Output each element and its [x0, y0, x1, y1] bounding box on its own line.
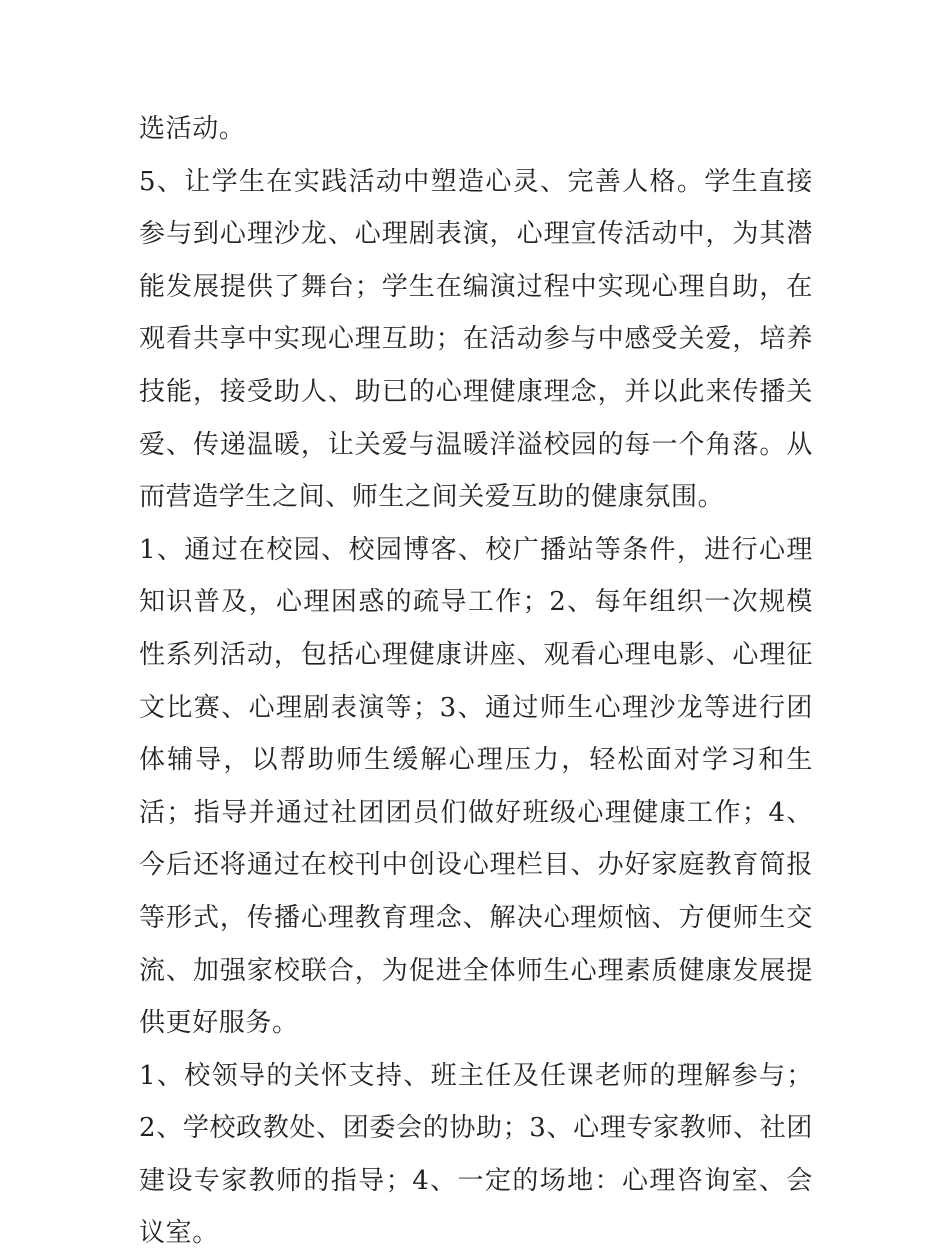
- paragraph-practice-activities: 5、让学生在实践活动中塑造心灵、完善人格。学生直接参与到心理沙龙、心理剧表演，心理宣传活动中，为其潜能发展提供了舞台；学生在编演过程中实现心理自助，在观看共享中实现心理互助；在活动参与中感受关爱，培养技能，接受助人、助已的心理健康理念，并以此来传播关爱、传递温暖，让关爱与温暖洋溢校园的每一个角落。从而营造学生之间、师生之间关爱互助的健康氛围。: [139, 166, 813, 513]
- document-page: [139, 103, 813, 1260]
- paragraph-work-measures: 1、通过在校园、校园博客、校广播站等条件，进行心理知识普及，心理困惑的疏导工作；2、每年组织一次规模性系列活动，包括心理健康讲座、观看心理电影、心理征文比赛、心理剧表演等；3、通过师生心理沙龙等进行团体辅导，以帮助师生缓解心理压力，轻松面对学习和生活；指导并通过社团团员们做好班级心理健康工作；4、今后还将通过在校刊中创设心理栏目、办好家庭教育简报等形式，传播心理教育理念、解决心理烦恼、方便师生交流、加强家校联合，为促进全体师生心理素质健康发展提供更好服务。: [139, 534, 813, 1039]
- paragraph-activity-ending: 选活动。: [139, 114, 246, 144]
- paragraph-support-conditions: 1、校领导的关怀支持、班主任及任课老师的理解参与；2、学校政教处、团委会的协助；3、心理专家教师、社团建设专家教师的指导；4、一定的场地：心理咨询室、会议室。: [139, 1060, 813, 1249]
